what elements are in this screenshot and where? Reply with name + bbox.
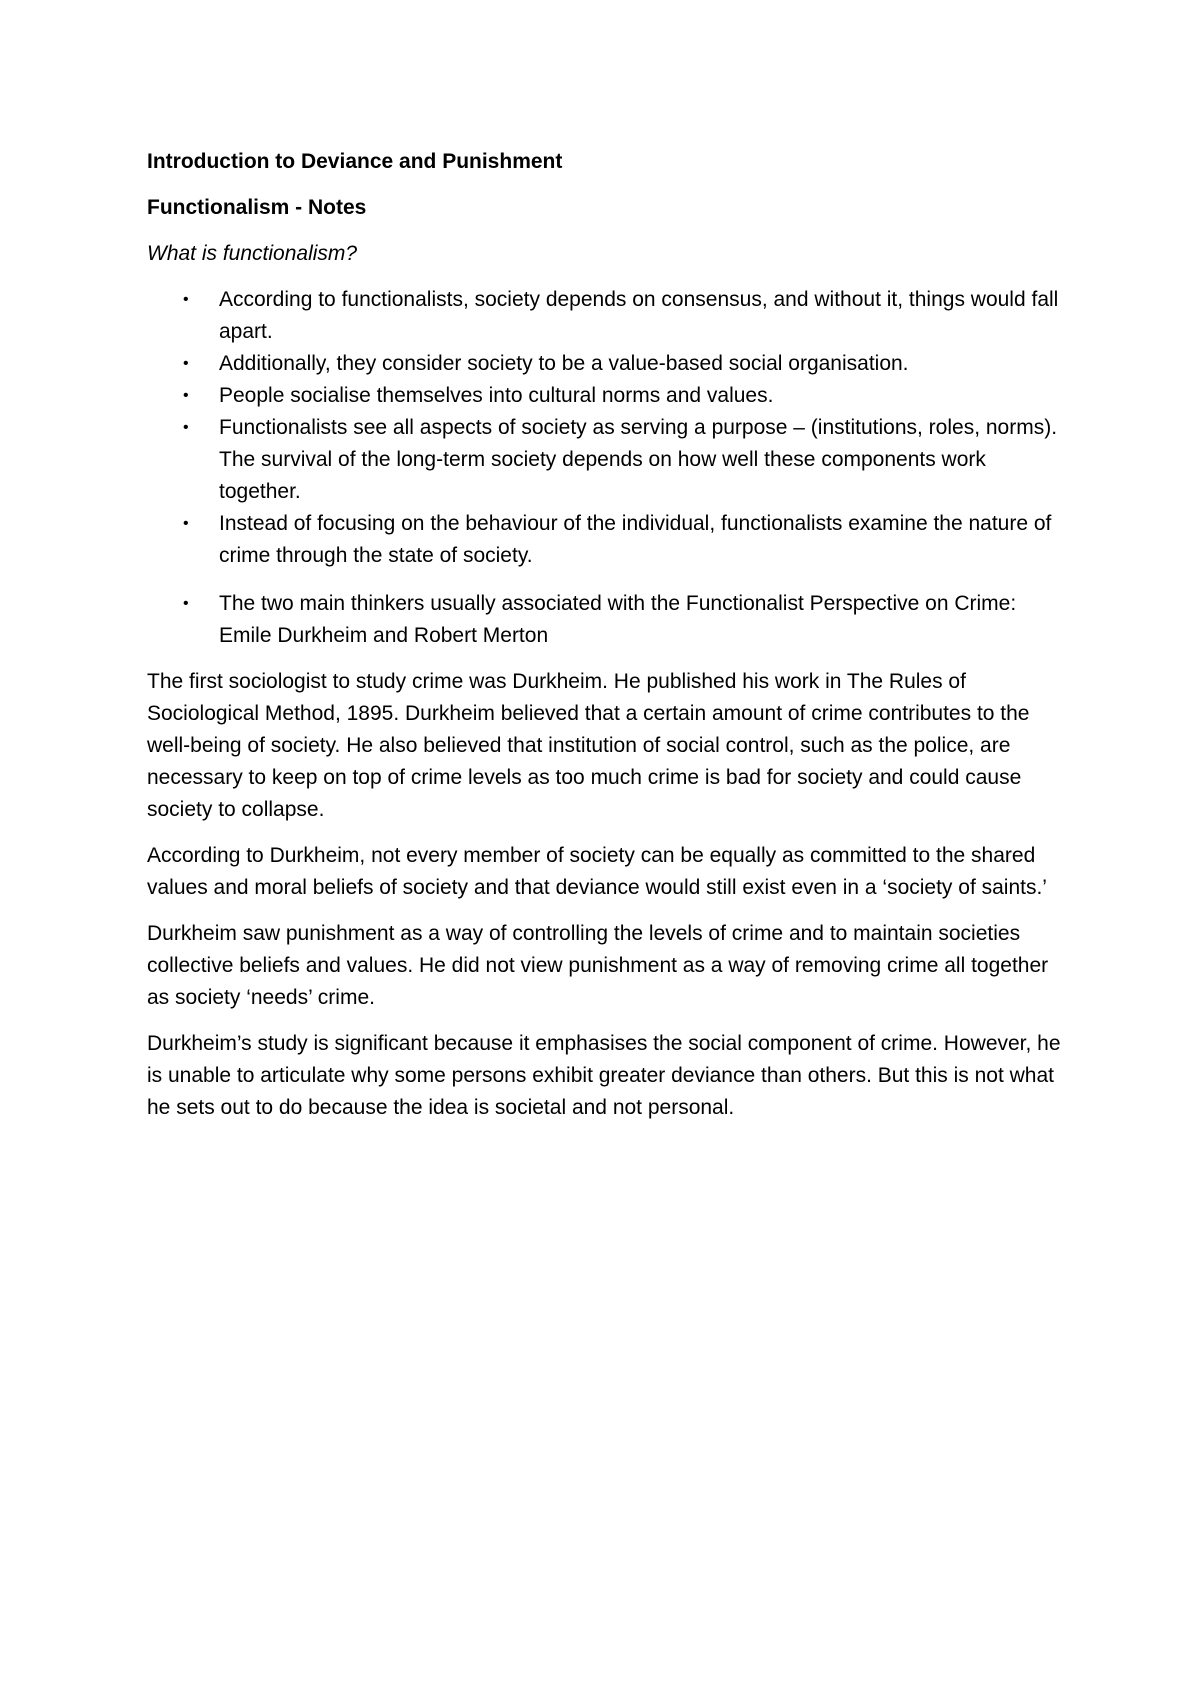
list-item-text: People socialise themselves into cultural norms and values. xyxy=(219,384,774,407)
paragraph: Durkheim’s study is significant because it emphasises the social component of crime. However, he is unable to articulate why some persons exhibit greater deviance than others. But this is not what he sets out to do because the idea is societal and not personal. xyxy=(147,1032,1061,1119)
bullet-icon: • xyxy=(183,355,189,372)
list-item-text: Additionally, they consider society to be a value-based social organisation. xyxy=(219,352,909,375)
list-item-text: According to functionalists, society depends on consensus, and without it, things would fall apart. xyxy=(219,288,1059,343)
paragraph: Durkheim saw punishment as a way of controlling the levels of crime and to maintain societies collective beliefs and values. He did not view punishment as a way of removing crime all together as society ‘needs’ crime. xyxy=(147,922,1049,1009)
bullet-icon: • xyxy=(183,595,189,612)
bullet-list xyxy=(147,284,1067,652)
document-subtitle: Functionalism - Notes xyxy=(147,196,367,219)
paragraph: The first sociologist to study crime was Durkheim. He published his work in The Rules of Sociological Method, 1895. Durkheim believed that a certain amount of crime contributes to the well-being of society. He also believed that institution of social control, such as the police, are necessary to keep on top of crime levels as too much crime is bad for society and could cause society to collapse. xyxy=(147,670,1030,821)
list-item xyxy=(147,588,1067,652)
list-item-text: The two main thinkers usually associated with the Functionalist Perspective on Crime: Emile Durkheim and Robert Merton xyxy=(219,592,1017,647)
list-item xyxy=(147,412,1067,508)
list-item xyxy=(147,508,1067,572)
bullet-icon: • xyxy=(183,419,189,436)
list-item xyxy=(147,380,1067,412)
document-page xyxy=(147,146,1067,1124)
list-item-text: Functionalists see all aspects of society as serving a purpose – (institutions, roles, norms). The survival of the long-term society depends on how well these components work together. xyxy=(219,416,1058,503)
paragraph: According to Durkheim, not every member of society can be equally as committed to the shared values and moral beliefs of society and that deviance would still exist even in a ‘society of saints.’ xyxy=(147,844,1047,899)
list-item xyxy=(147,348,1067,380)
bullet-icon: • xyxy=(183,515,189,532)
document-title: Introduction to Deviance and Punishment xyxy=(147,150,563,173)
bullet-icon: • xyxy=(183,387,189,404)
list-item-text: Instead of focusing on the behaviour of the individual, functionalists examine the nature of crime through the state of society. xyxy=(219,512,1052,567)
list-item xyxy=(147,284,1067,348)
bullet-icon: • xyxy=(183,291,189,308)
section-question: What is functionalism? xyxy=(147,242,358,265)
